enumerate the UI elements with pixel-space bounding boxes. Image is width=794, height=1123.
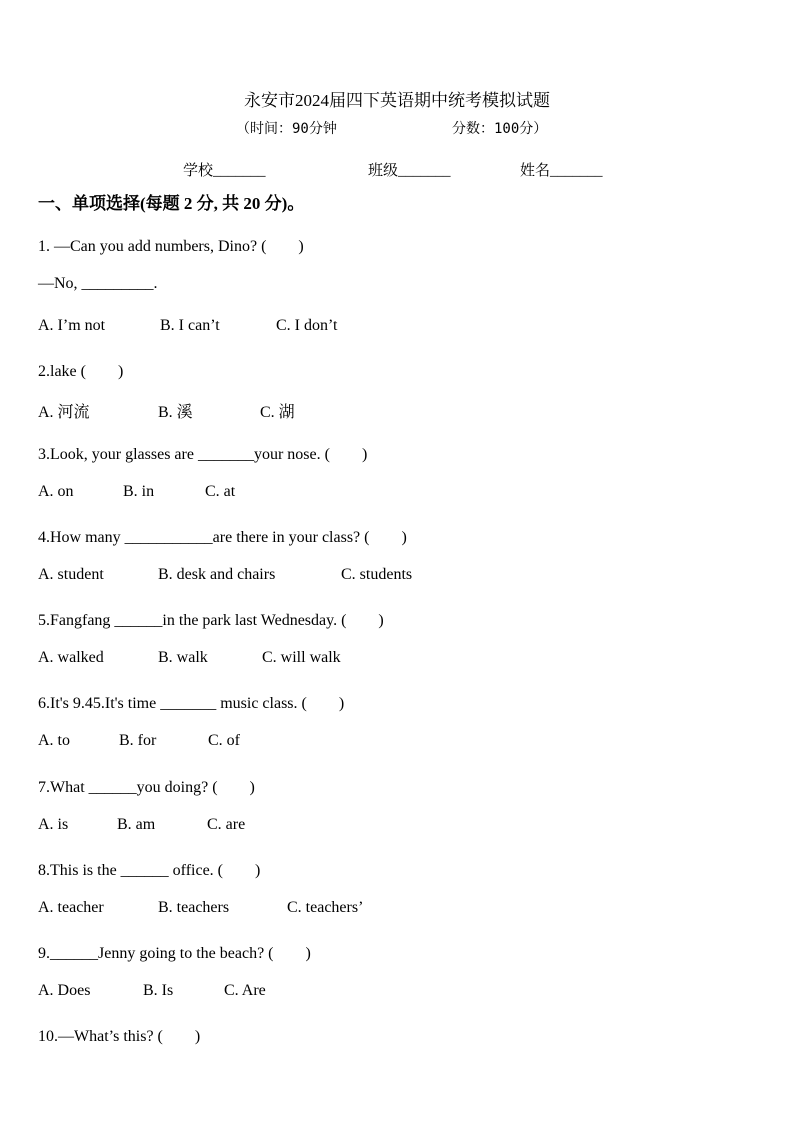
option-a[interactable]: A. on bbox=[38, 483, 74, 500]
school-field: 学校_______ bbox=[183, 163, 266, 179]
option-c[interactable]: C. at bbox=[205, 483, 236, 500]
question-8-stem: 8.This is the ______ office. ( ) bbox=[38, 862, 261, 879]
option-a[interactable]: A. student bbox=[38, 566, 104, 583]
section-heading: 一、单项选择(每题 2 分, 共 20 分)。 bbox=[38, 194, 305, 213]
option-a[interactable]: A. to bbox=[38, 732, 70, 749]
question-1-stem: 1. —Can you add numbers, Dino? ( ) bbox=[38, 238, 304, 255]
option-b[interactable]: B. 溪 bbox=[158, 404, 193, 421]
option-a[interactable]: A. I’m not bbox=[38, 317, 106, 334]
question-7-stem: 7.What ______you doing? ( ) bbox=[38, 779, 255, 796]
option-c[interactable]: C. students bbox=[341, 566, 413, 583]
class-field: 班级_______ bbox=[368, 163, 451, 179]
score-label: 分数：100分） bbox=[452, 121, 548, 137]
option-b[interactable]: B. for bbox=[119, 732, 157, 749]
name-field: 姓名_______ bbox=[520, 163, 603, 179]
question-4-stem: 4.How many ___________are there in your class? ( ) bbox=[38, 529, 407, 546]
option-a[interactable]: A. walked bbox=[38, 649, 104, 666]
option-b[interactable]: B. desk and chairs bbox=[158, 566, 276, 583]
option-a[interactable]: A. 河流 bbox=[38, 404, 90, 421]
option-b[interactable]: B. Is bbox=[143, 982, 174, 999]
option-a[interactable]: A. teacher bbox=[38, 899, 104, 916]
question-9-stem: 9.______Jenny going to the beach? ( ) bbox=[38, 945, 311, 962]
option-a[interactable]: A. Does bbox=[38, 982, 91, 999]
question-3-stem: 3.Look, your glasses are _______your nose. ( ) bbox=[38, 446, 368, 463]
option-b[interactable]: B. teachers bbox=[158, 899, 230, 916]
question-10-stem: 10.—What’s this? ( ) bbox=[38, 1028, 201, 1045]
question-2-stem: 2.lake ( ) bbox=[38, 363, 124, 380]
time-label: （时间：90分钟 bbox=[236, 121, 337, 137]
option-c[interactable]: C. 湖 bbox=[260, 404, 295, 421]
question-5-stem: 5.Fangfang ______in the park last Wednesday. ( ) bbox=[38, 612, 384, 629]
option-c[interactable]: C. will walk bbox=[262, 649, 341, 666]
option-c[interactable]: C. teachers’ bbox=[287, 899, 364, 916]
question-1-answer-line: —No, _________. bbox=[38, 275, 158, 292]
question-6-stem: 6.It's 9.45.It's time _______ music class. ( ) bbox=[38, 695, 345, 712]
option-b[interactable]: B. in bbox=[123, 483, 155, 500]
option-c[interactable]: C. of bbox=[208, 732, 240, 749]
option-b[interactable]: B. am bbox=[117, 816, 156, 833]
option-b[interactable]: B. walk bbox=[158, 649, 208, 666]
option-c[interactable]: C. I don’t bbox=[276, 317, 338, 334]
option-c[interactable]: C. Are bbox=[224, 982, 266, 999]
page-title: 永安市2024届四下英语期中统考模拟试题 bbox=[244, 91, 550, 110]
option-a[interactable]: A. is bbox=[38, 816, 69, 833]
option-c[interactable]: C. are bbox=[207, 816, 246, 833]
option-b[interactable]: B. I can’t bbox=[160, 317, 220, 334]
